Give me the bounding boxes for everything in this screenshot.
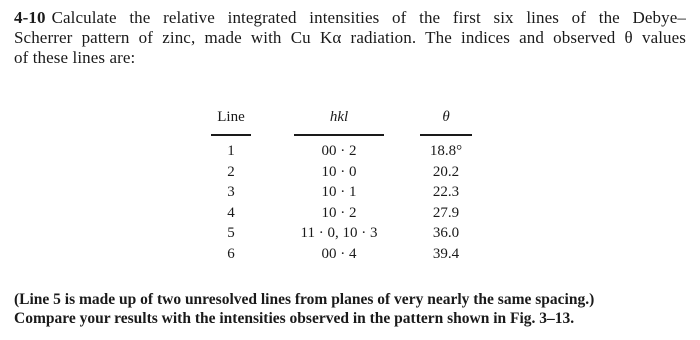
footnote-line-1: (Line 5 is made up of two unresolved lines from planes of very nearly the same spacing.): [14, 291, 595, 308]
line-column: [211, 106, 251, 264]
problem-text-1: Calculate the relative integrated intensities of the first six lines of the Debye–: [51, 8, 686, 27]
indices-table: [0, 106, 700, 276]
theta-cell: 36.0: [432, 225, 460, 241]
footnote-line-2: Compare your results with the intensities observed in the pattern shown in Fig. 3–13.: [14, 310, 575, 327]
footnote: [14, 290, 694, 328]
hkl-column: [294, 106, 384, 264]
hkl-cell: 00 · 2: [321, 143, 357, 159]
problem-line-3: of these lines are:: [14, 48, 136, 67]
theta-cell: 20.2: [432, 163, 460, 180]
theta-cell: 22.3: [432, 184, 460, 200]
hkl-cell: 00 · 4: [321, 245, 357, 262]
theta-cell: 18.8°: [429, 143, 463, 159]
line-cell: 3: [227, 184, 235, 200]
theta-header: θ: [442, 109, 450, 125]
theta-column: [420, 106, 472, 264]
hkl-cell: 10 · 1: [321, 184, 357, 200]
line-cell: 6: [227, 245, 235, 262]
hkl-cell: 10 · 0: [321, 163, 357, 180]
hkl-cell: 11 · 0, 10 · 3: [300, 225, 378, 241]
line-cell: 1: [227, 143, 235, 159]
hkl-header-rule: [294, 134, 384, 136]
problem-statement: [14, 8, 686, 68]
line-cell: 4: [227, 204, 235, 221]
problem-line-1: [14, 8, 686, 28]
hkl-cell: 10 · 2: [321, 204, 357, 221]
problem-line-2: Scherrer pattern of zinc, made with Cu Kα radiation. The indices and observed θ values: [14, 28, 686, 47]
line-cell: 5: [227, 225, 235, 241]
theta-cell: 39.4: [432, 245, 460, 262]
line-cell: 2: [227, 163, 235, 180]
line-header-rule: [211, 134, 251, 136]
problem-number: 4-10: [14, 8, 46, 27]
line-header: Line: [217, 109, 245, 125]
hkl-header: hkl: [329, 109, 349, 125]
theta-header-rule: [420, 134, 472, 136]
theta-cell: 27.9: [432, 204, 460, 221]
